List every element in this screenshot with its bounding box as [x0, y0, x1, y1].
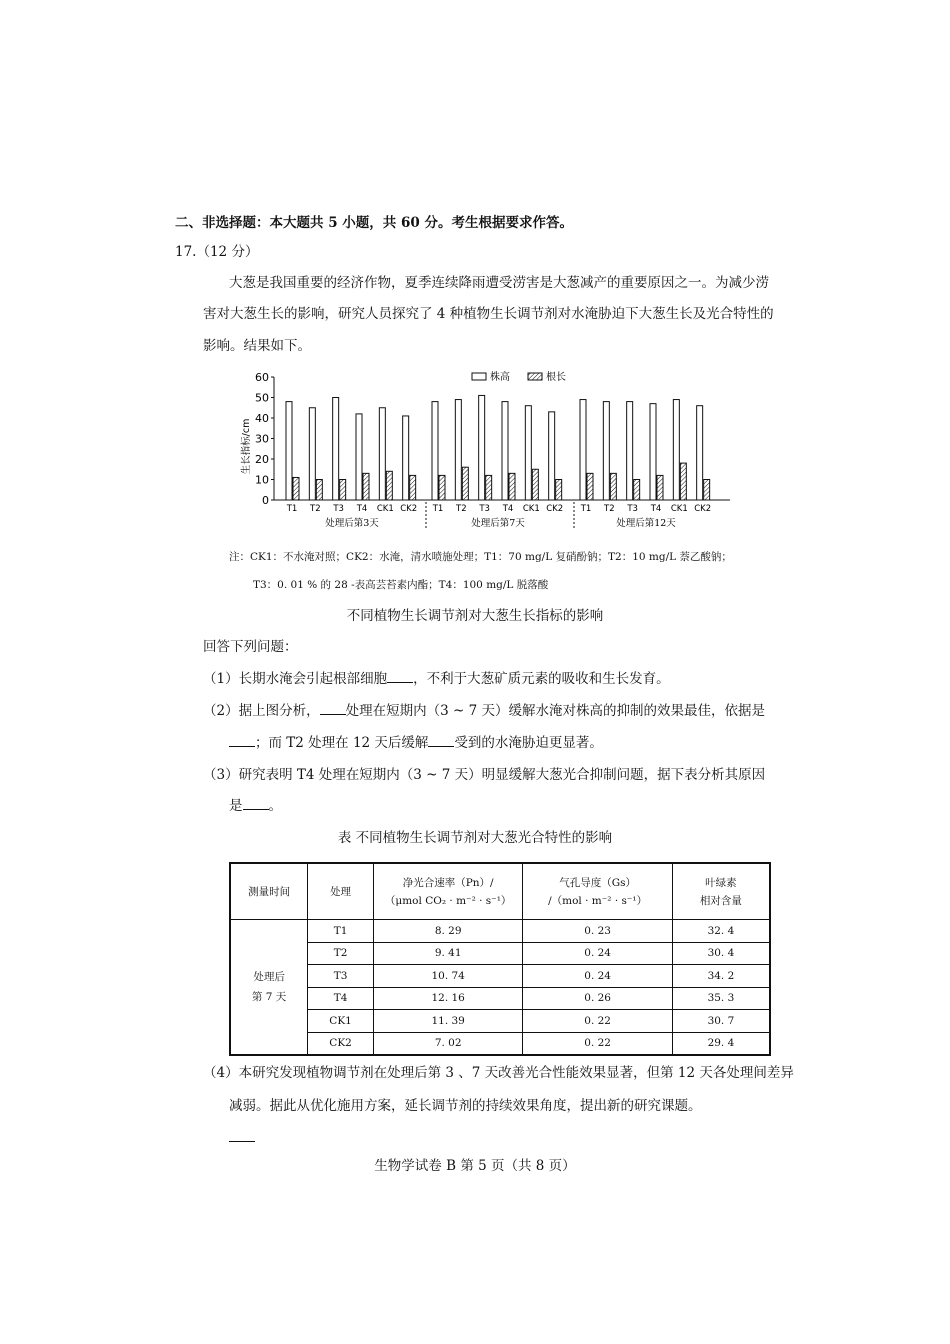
growth-bar-chart [238, 364, 738, 536]
bar-root-length [587, 473, 593, 500]
header-pn: 净光合速率（Pn）/ （μmol CO₂ · m⁻² · s⁻¹） [373, 863, 522, 920]
table-row: 处理后 第 7 天 T1 8. 29 0. 23 32. 4 [230, 920, 770, 943]
bar-plant-height [673, 400, 679, 500]
x-tick-label: CK2 [400, 504, 418, 514]
group-label: 处理后第3天 [325, 518, 379, 529]
section-header: 二、非选择题：本大题共 5 小题，共 60 分。考生根据要求作答。 [175, 215, 573, 231]
bar-root-length [386, 471, 392, 500]
bar-plant-height [479, 395, 485, 500]
x-tick-label: CK2 [694, 504, 712, 514]
table-row: T4 12. 16 0. 26 35. 3 [230, 987, 770, 1010]
table-row: CK1 11. 39 0. 22 30. 7 [230, 1010, 770, 1033]
time-cell: 处理后 第 7 天 [230, 920, 308, 1056]
bar-root-length [634, 480, 640, 501]
answer-line [229, 1141, 255, 1142]
y-tick-label: 20 [255, 453, 269, 466]
bar-plant-height [525, 406, 531, 500]
x-tick-label: T2 [604, 504, 615, 514]
chart-note-line-1: 注：CK1：不水淹对照；CK2：水淹，清水喷施处理；T1：70 mg/L 复硝酚钠；T2：10 mg/L 萘乙酸钠； [229, 551, 732, 563]
bar-root-length [340, 480, 346, 501]
x-tick-label: T3 [627, 504, 638, 514]
x-tick-label: T2 [310, 504, 321, 514]
bar-root-length [316, 480, 322, 501]
bar-root-length [556, 480, 562, 501]
x-tick-label: T3 [333, 504, 344, 514]
x-tick-label: T1 [580, 504, 592, 514]
x-tick-label: CK1 [670, 504, 688, 514]
question-3-cont: 是 。 [229, 798, 282, 814]
question-4-cont: 减弱。据此从优化施用方案，延长调节剂的持续效果角度，提出新的研究课题。 [229, 1098, 702, 1114]
bar-plant-height [309, 408, 315, 500]
answer-blank[interactable] [320, 702, 346, 715]
bar-root-length [509, 473, 515, 500]
bar-root-length [532, 469, 538, 500]
question-1: （1）长期水淹会引起根部细胞 ，不利于大葱矿质元素的吸收和生长发育。 [203, 671, 670, 687]
y-tick-label: 30 [255, 432, 269, 446]
photosynthesis-table [229, 862, 771, 1056]
bar-root-length [363, 473, 369, 500]
bar-root-length [439, 475, 445, 500]
bar-plant-height [403, 416, 409, 500]
bar-plant-height [549, 412, 555, 500]
x-tick-label: T4 [502, 504, 514, 514]
intro-line-1: 大葱是我国重要的经济作物，夏季连续降雨遭受涝害是大葱减产的重要原因之一。为减少涝 [229, 275, 769, 291]
group-label: 处理后第7天 [471, 518, 525, 529]
y-tick-label: 50 [255, 391, 269, 405]
x-tick-label: T1 [432, 504, 444, 514]
bar-root-length [410, 475, 416, 500]
table-caption: 表 不同植物生长调节剂对大葱光合特性的影响 [337, 830, 613, 846]
bar-plant-height [580, 400, 586, 500]
question-4: （4）本研究发现植物调节剂在处理后第 3 、7 天改善光合性能效果显著，但第 12 天各处理间差异 [203, 1065, 794, 1081]
header-chlorophyll: 叶绿素 相对含量 [672, 863, 770, 920]
chart-note-line-2: T3：0. 01 % 的 28 -表高芸苔素内酯；T4：100 mg/L 脱落酸 [253, 579, 549, 591]
bar-plant-height [697, 406, 703, 500]
answer-prompt: 回答下列问题： [203, 639, 298, 655]
bar-root-length [704, 480, 710, 501]
x-tick-label: T3 [479, 504, 490, 514]
table-row: T2 9. 41 0. 24 30. 4 [230, 942, 770, 965]
bar-plant-height [432, 402, 438, 500]
question-2-cont: ；而 T2 处理在 12 天后缓解 受到的水淹胁迫更显著。 [229, 734, 603, 752]
question-2: （2）据上图分析， 处理在短期内（3 ~ 7 天）缓解水淹对株高的抑制的效果最佳，依据是 [203, 703, 765, 719]
answer-blank[interactable] [243, 797, 269, 810]
table-row: CK2 7. 02 0. 22 29. 4 [230, 1032, 770, 1055]
y-tick-label: 60 [255, 371, 269, 384]
header-time: 测量时间 [230, 863, 308, 920]
x-tick-label: T2 [456, 504, 467, 514]
header-treatment: 处理 [308, 863, 374, 920]
intro-line-2: 害对大葱生长的影响，研究人员探究了 4 种植物生长调节剂对水淹胁迫下大葱生长及光合特性的 [203, 306, 774, 322]
legend-label-plant-height: 株高 [490, 372, 510, 383]
y-axis-label: 生长指标/cm [241, 418, 252, 475]
answer-blank[interactable] [387, 670, 413, 683]
bar-plant-height [286, 402, 292, 500]
bar-root-length [462, 467, 468, 500]
bar-plant-height [603, 402, 609, 500]
x-tick-label: T4 [650, 504, 662, 514]
bar-plant-height [333, 398, 339, 501]
bar-plant-height [455, 400, 461, 500]
bar-plant-height [650, 404, 656, 500]
page-footer: 生物学试卷 B 第 5 页（共 8 页） [374, 1158, 576, 1174]
legend-swatch-root-length [528, 373, 542, 380]
header-gs: 气孔导度（Gs） /（mol · m⁻² · s⁻¹） [523, 863, 672, 920]
bar-root-length [657, 475, 663, 500]
chart-caption: 不同植物生长调节剂对大葱生长指标的影响 [346, 608, 604, 624]
y-tick-label: 40 [255, 412, 269, 425]
x-tick-label: T1 [286, 504, 298, 514]
answer-blank[interactable] [229, 734, 255, 747]
y-tick-label: 10 [255, 473, 269, 487]
bar-root-length [486, 475, 492, 500]
bar-root-length [293, 477, 299, 500]
x-tick-label: CK1 [522, 504, 540, 514]
answer-blank[interactable] [428, 734, 454, 747]
legend-label-root-length: 根长 [546, 372, 566, 383]
bar-plant-height [356, 414, 362, 500]
question-number: 17.（12 分） [175, 244, 259, 260]
intro-line-3: 影响。结果如下。 [203, 338, 311, 354]
bar-plant-height [627, 402, 633, 500]
legend-swatch-plant-height [472, 373, 486, 380]
table-row: T3 10. 74 0. 24 34. 2 [230, 965, 770, 988]
y-tick-label: 0 [262, 494, 269, 507]
group-label: 处理后第12天 [616, 518, 676, 529]
bar-plant-height [379, 408, 385, 500]
question-3: （3）研究表明 T4 处理在短期内（3 ~ 7 天）明显缓解大葱光合抑制问题，据下表分析其原因 [203, 767, 766, 783]
bar-root-length [610, 473, 616, 500]
bar-plant-height [502, 402, 508, 500]
x-tick-label: CK1 [376, 504, 394, 514]
x-tick-label: CK2 [546, 504, 564, 514]
bar-root-length [680, 463, 686, 500]
x-tick-label: T4 [356, 504, 368, 514]
